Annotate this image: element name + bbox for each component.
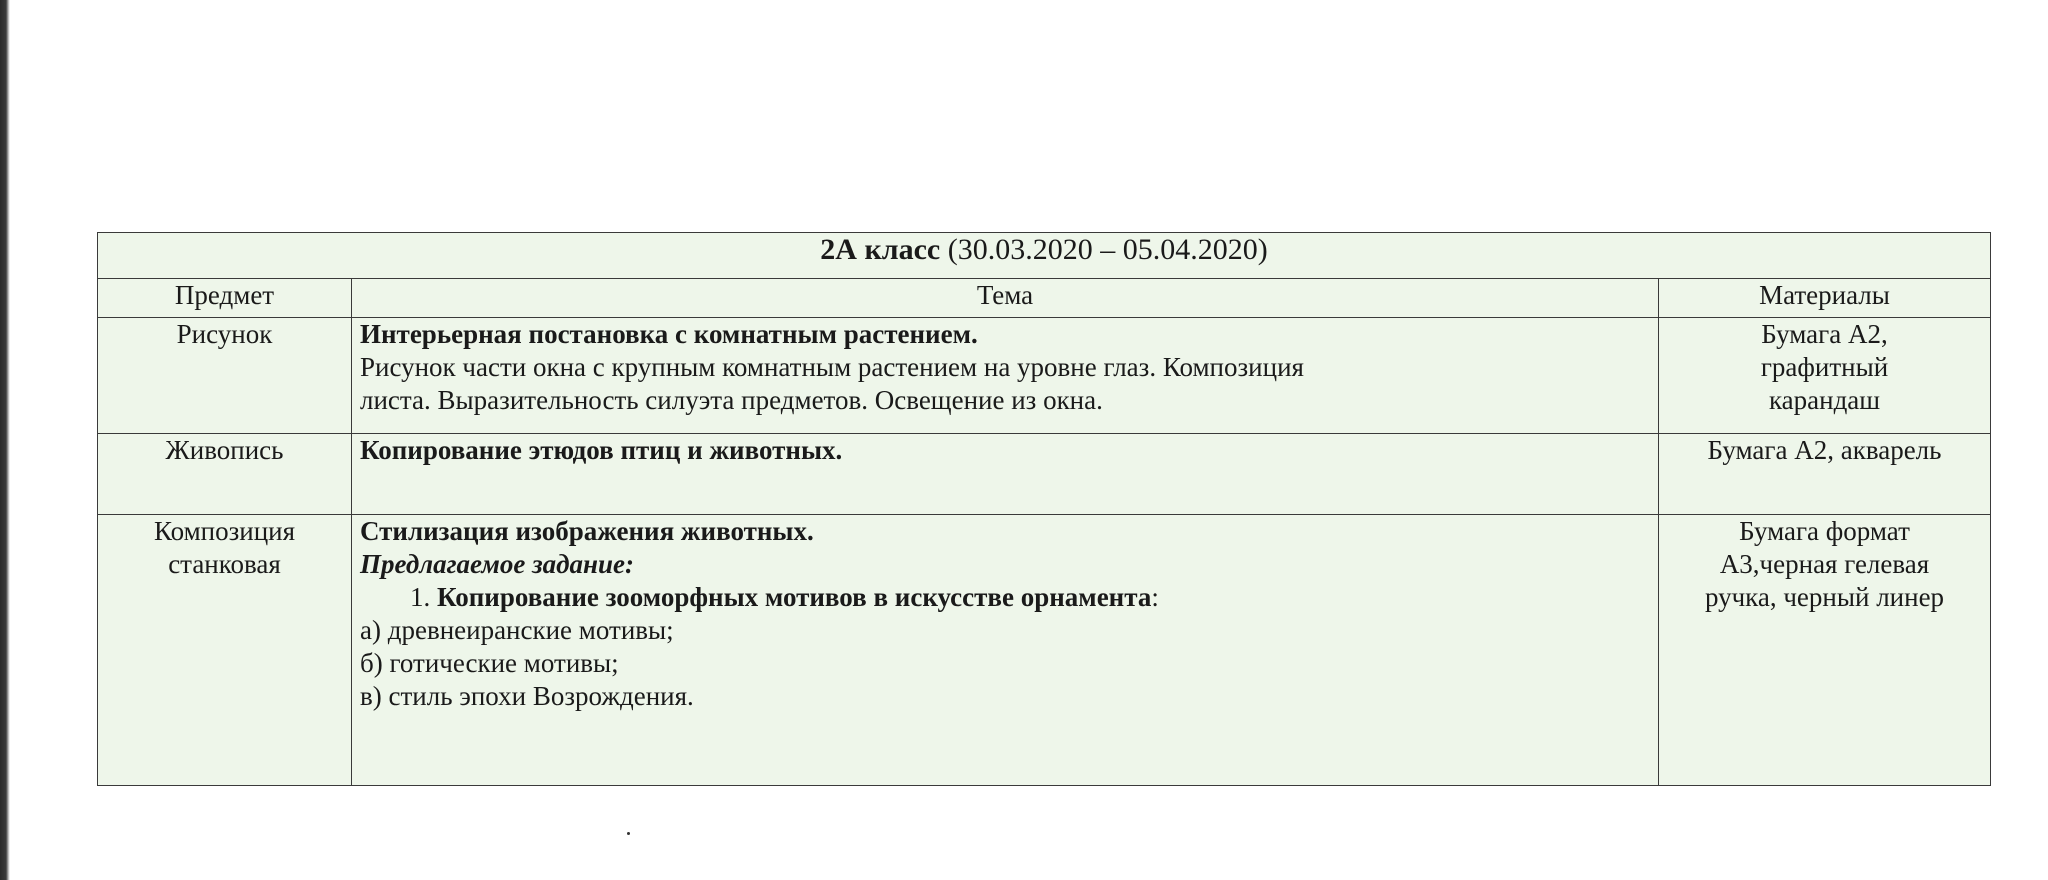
subject-cell: Рисунок (98, 318, 352, 434)
task-label: Предлагаемое задание: (360, 549, 634, 579)
date-range: (30.03.2020 – 05.04.2020) (947, 233, 1268, 266)
title-row (98, 233, 1991, 279)
subject-cell (98, 515, 352, 786)
header-row (98, 279, 1991, 318)
header-subject: Предмет (98, 279, 352, 318)
item-number: 1. (410, 582, 431, 612)
schedule-table (97, 232, 1991, 786)
item-text: Копирование зооморфных мотивов в искусстве орнамента (437, 582, 1152, 612)
materials-line: А3,черная гелевая (1719, 549, 1930, 579)
subject-line: станковая (168, 549, 281, 579)
sub-item: а) древнеиранские мотивы; (360, 615, 674, 645)
task-item (360, 581, 1650, 614)
header-materials: Материалы (1659, 279, 1991, 318)
materials-line: Бумага формат (1739, 516, 1910, 546)
topic-cell (352, 515, 1659, 786)
topic-title: Интерьерная постановка с комнатным растением. (360, 319, 978, 349)
table-row (98, 515, 1991, 786)
sub-item: в) стиль эпохи Возрождения. (360, 681, 694, 711)
materials-line: ручка, черный линер (1704, 582, 1945, 612)
table-title (98, 233, 1991, 279)
topic-title: Копирование этюдов птиц и животных. (360, 435, 843, 465)
sub-item: б) готические мотивы; (360, 648, 619, 678)
topic-title: Стилизация изображения животных. (360, 516, 814, 546)
header-topic: Тема (352, 279, 1659, 318)
materials-line: Бумага А2, (1761, 319, 1888, 349)
subject-cell: Живопись (98, 434, 352, 515)
materials-line: графитный (1760, 352, 1889, 382)
materials-line: карандаш (1768, 385, 1881, 415)
materials-cell (1659, 318, 1991, 434)
topic-cell (352, 434, 1659, 515)
table-row (98, 318, 1991, 434)
scan-edge (0, 0, 10, 880)
scan-speck (627, 832, 630, 835)
materials-cell: Бумага А2, акварель (1659, 434, 1991, 515)
class-name: 2А класс (820, 233, 941, 266)
table-row (98, 434, 1991, 515)
topic-cell (352, 318, 1659, 434)
topic-text-line: листа. Выразительность силуэта предметов. Освещение из окна. (360, 385, 1103, 415)
materials-cell (1659, 515, 1991, 786)
subject-line: Композиция (153, 516, 296, 546)
topic-text-line: Рисунок части окна с крупным комнатным растением на уровне глаз. Композиция (360, 352, 1304, 382)
item-colon: : (1151, 582, 1159, 612)
